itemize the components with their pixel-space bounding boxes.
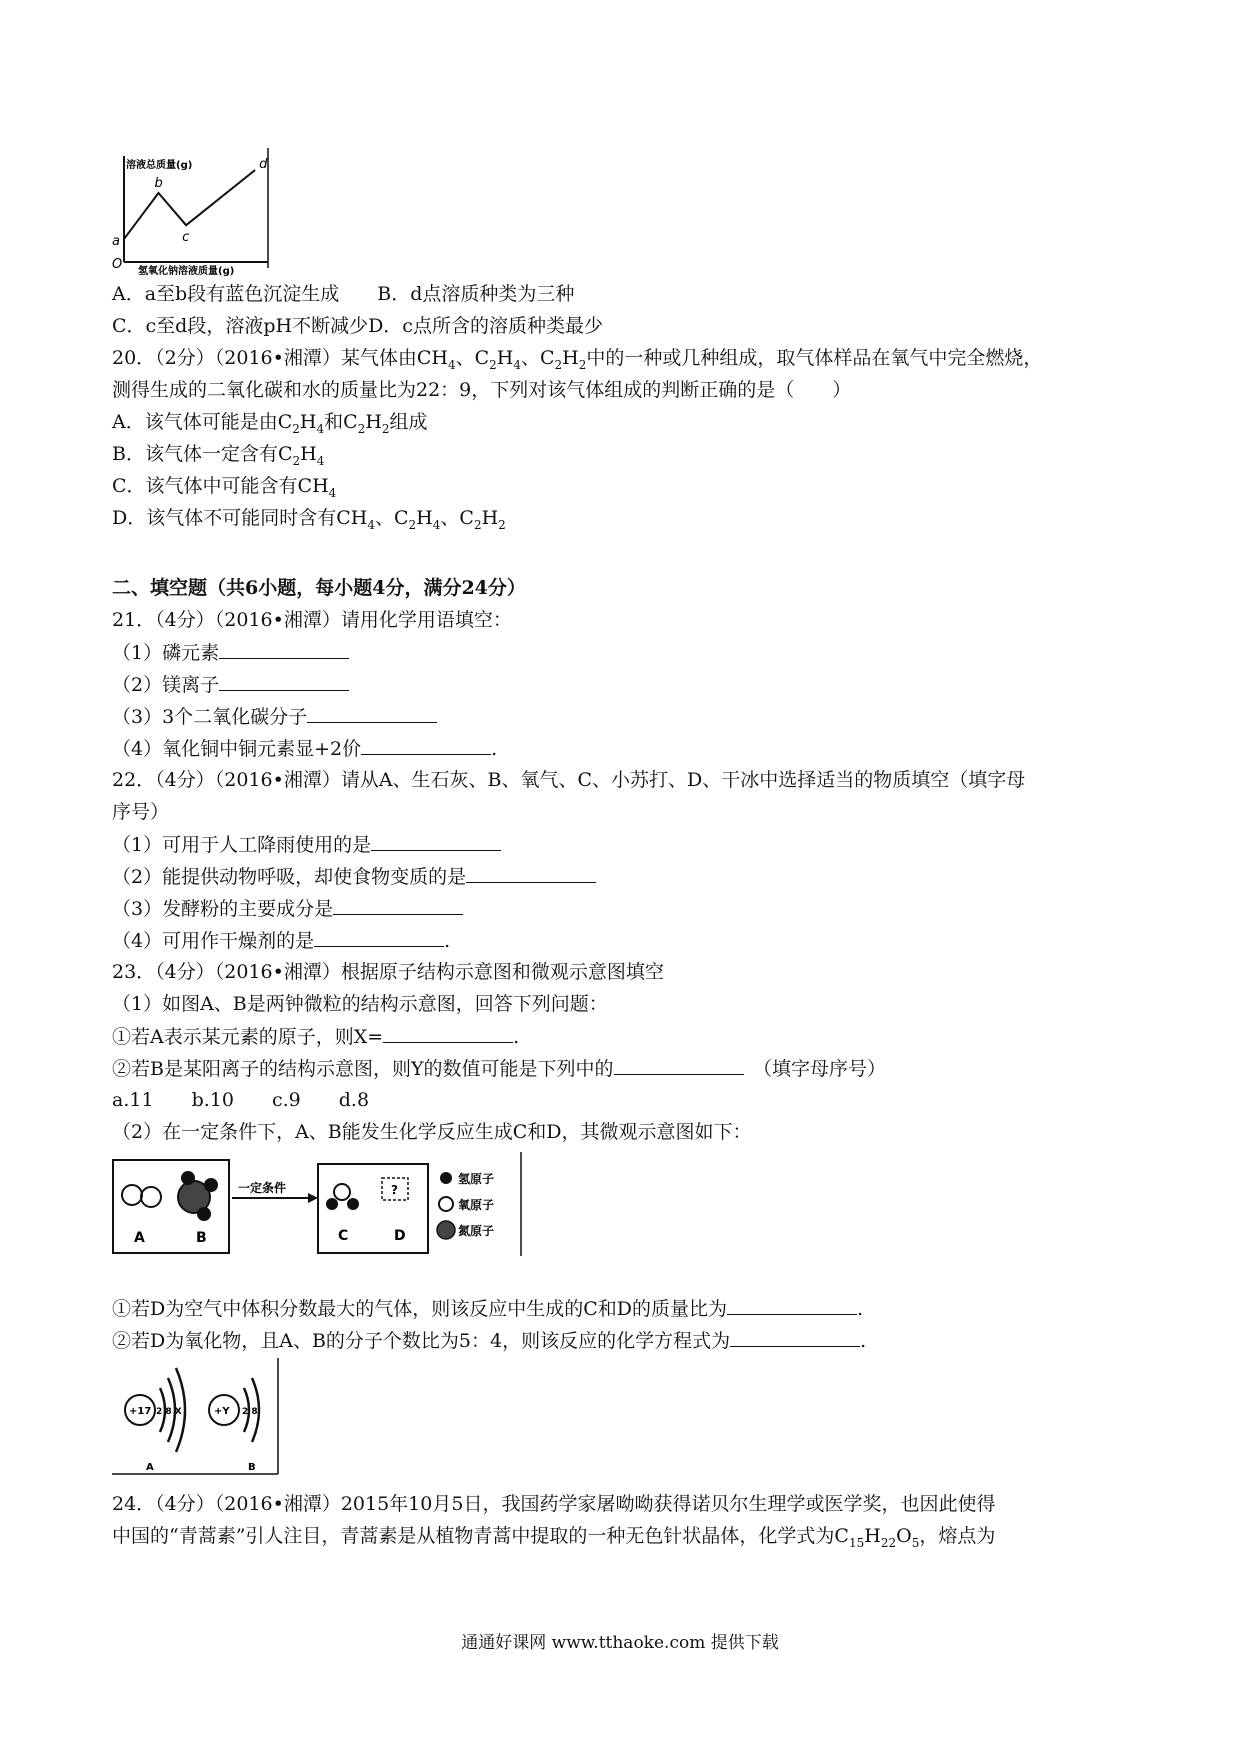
hydrogen-atom-icon — [197, 1207, 211, 1221]
q19-options-row2 — [112, 312, 603, 340]
answer-blank[interactable] — [466, 862, 596, 883]
q23-part2: （2）在一定条件下，A、B能发生化学反应生成C和D，其微观示意图如下： — [112, 1121, 752, 1143]
atom-a-label: A — [146, 1462, 154, 1473]
q23-choices — [112, 1086, 369, 1114]
q20-opt-c: C．该气体中可能含有$CH_4$ — [112, 475, 337, 500]
nucleus-b-charge: +Y — [214, 1406, 230, 1417]
answer-blank[interactable] — [333, 894, 463, 915]
unknown-mark: ? — [391, 1183, 398, 1197]
hydrogen-atom-icon — [326, 1198, 338, 1210]
q19-options-row1 — [112, 280, 574, 308]
oxygen-atom-icon — [141, 1187, 161, 1207]
label-d: D — [394, 1228, 406, 1244]
oxygen-legend-icon — [439, 1197, 453, 1211]
choice-a: a.11 — [112, 1089, 154, 1111]
q19-opt-c: C．c至d段，溶液pH不断减少 — [112, 315, 369, 337]
nitrogen-legend-icon — [437, 1221, 455, 1239]
q23-part1-b: ②若B是某阳离子的结构示意图，则Y的数值可能是下列中的 （填字母序号） — [112, 1054, 886, 1083]
answer-blank[interactable] — [727, 1294, 857, 1315]
q21-item2: （2）镁离子 — [112, 670, 349, 699]
section-title: 二、填空题（共6小题，每小题4分，满分24分） — [112, 577, 526, 599]
answer-blank[interactable] — [614, 1054, 744, 1075]
q23-stem: 23．（4分）（2016•湘潭）根据原子结构示意图和微观示意图填空 — [112, 961, 664, 983]
oxygen-atom-icon — [334, 1184, 350, 1200]
q23-part2-q1: ①若D为空气中体积分数最大的气体，则该反应中生成的C和D的质量比为 . — [112, 1294, 863, 1323]
hydrogen-legend-icon — [440, 1172, 452, 1184]
label-a: A — [134, 1230, 145, 1246]
q23-part1: （1）如图A、B是两钟微粒的结构示意图，回答下列问题： — [112, 993, 608, 1015]
point-label-c: c — [182, 230, 190, 246]
legend-nitrogen: 氮原子 — [458, 1224, 495, 1238]
q23-part2-q2: ②若D为氧化物，且A、B的分子个数比为5：4，则该反应的化学方程式为 . — [112, 1326, 866, 1355]
origin-label: O — [112, 257, 123, 272]
x-axis-label: 氢氧化钠溶液质量(g) — [138, 266, 235, 276]
q19-opt-a: A．a至b段有蓝色沉淀生成 — [112, 283, 340, 305]
oxygen-atom-icon — [122, 1185, 142, 1205]
atom-structure-diagram — [112, 1358, 282, 1476]
answer-blank[interactable] — [314, 926, 444, 947]
point-label-d: d — [259, 157, 268, 172]
page-footer: 通通好课网 www.tthaoke.com 提供下载 — [461, 1633, 779, 1653]
nucleus-a-charge: +17 — [129, 1406, 152, 1417]
point-label-a: a — [112, 234, 120, 249]
q19-graph — [112, 148, 272, 276]
shells-b: 2 8 — [242, 1407, 258, 1417]
arrow-label: 一定条件 — [238, 1181, 287, 1195]
answer-blank[interactable] — [730, 1326, 860, 1347]
point-label-b: b — [154, 176, 163, 191]
answer-blank[interactable] — [219, 638, 349, 659]
q23-part1-a: ①若A表示某元素的原子，则X= . — [112, 1022, 519, 1051]
answer-blank[interactable] — [371, 830, 501, 851]
hydrogen-atom-icon — [204, 1178, 218, 1192]
q20-stem-line1: 20．（2分）（2016•湘潭）某气体由$CH_4$、$C_2H_4$、$C_2H_2$中的一种或几种组成，取气体样品在氧气中完全燃烧， — [112, 347, 1043, 372]
answer-blank[interactable] — [219, 670, 349, 691]
q20-opt-b: B．该气体一定含有$C_2H_4$ — [112, 443, 325, 468]
label-b: B — [196, 1230, 207, 1246]
answer-blank[interactable] — [361, 734, 491, 755]
choice-b: b.10 — [191, 1089, 234, 1111]
q20-opt-a: A．该气体可能是由$C_2H_4$和$C_2H_2$组成 — [112, 411, 428, 436]
legend-hydrogen: 氢原子 — [458, 1172, 495, 1186]
q22-item1: （1）可用于人工降雨使用的是 — [112, 830, 501, 859]
hydrogen-atom-icon — [181, 1171, 195, 1185]
legend-oxygen: 氧原子 — [458, 1198, 495, 1212]
q24-line1: 24．（4分）（2016•湘潭）2015年10月5日，我国药学家屠呦呦获得诺贝尔生理学或医学奖，也因此使得 — [112, 1493, 996, 1515]
q22-stem-line2: 序号） — [112, 801, 170, 823]
q19-opt-b: B．d点溶质种类为三种 — [377, 283, 575, 305]
shells-a: 2 8 X — [156, 1407, 182, 1417]
choice-c: c.9 — [271, 1089, 301, 1111]
q19-opt-d: D．c点所含的溶质种类最少 — [368, 315, 603, 337]
y-axis-label: 溶液总质量(g) — [126, 160, 193, 171]
answer-blank[interactable] — [383, 1022, 513, 1043]
q22-item3: （3）发酵粉的主要成分是 — [112, 894, 463, 923]
q22-item2: （2）能提供动物呼吸，却使食物变质的是 — [112, 862, 596, 891]
hydrogen-atom-icon — [347, 1198, 359, 1210]
q22-item4: （4）可用作干燥剂的是 . — [112, 926, 450, 955]
q24-line2: 中国的“青蒿素”引人注目，青蒿素是从植物青蒿中提取的一种无色针状晶体，化学式为$C_{15}H_{22}O_5$，熔点为 — [112, 1525, 996, 1550]
atom-b-label: B — [248, 1462, 256, 1473]
reaction-diagram — [112, 1152, 522, 1256]
choice-d: d.8 — [338, 1089, 370, 1111]
label-c: C — [338, 1228, 349, 1244]
q22-stem-line1: 22．（4分）（2016•湘潭）请从A、生石灰、B、氧气、C、小苏打、D、干冰中选择适当的物质填空（填字母 — [112, 769, 1026, 791]
q20-opt-d: D．该气体不可能同时含有$CH_4$、$C_2H_4$、$C_2H_2$ — [112, 507, 506, 532]
q21-item3: （3）3个二氧化碳分子 — [112, 702, 437, 731]
q21-item1: （1）磷元素 — [112, 638, 349, 667]
q20-stem-line2: 测得生成的二氧化碳和水的质量比为22：9，下列对该气体组成的判断正确的是（ ） — [112, 379, 852, 401]
q21-item4: （4）氧化铜中铜元素显+2价 . — [112, 734, 497, 763]
answer-blank[interactable] — [307, 702, 437, 723]
q21-stem: 21．（4分）（2016•湘潭）请用化学用语填空： — [112, 609, 512, 631]
